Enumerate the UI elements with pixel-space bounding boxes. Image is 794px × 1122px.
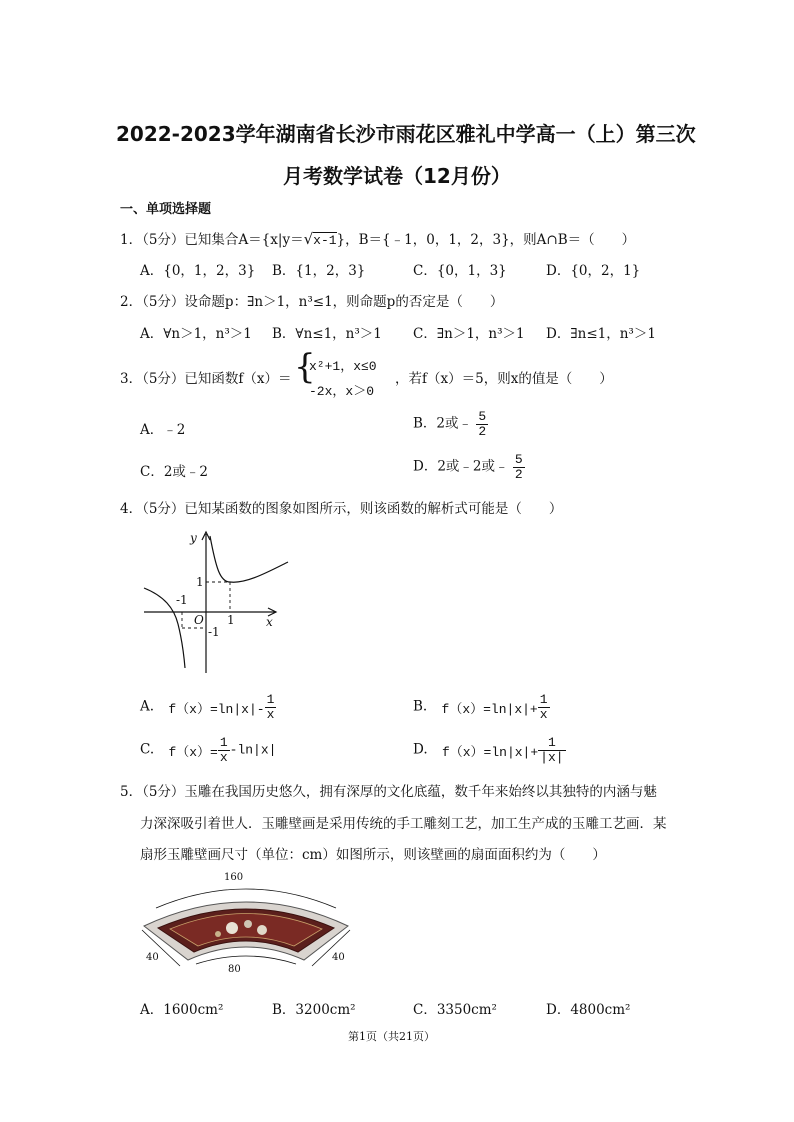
- q4-option-b: B. f（x）=ln|x|+ $\frac{1}{x}$: [413, 692, 548, 722]
- q2-option-a: A．∀n＞1，n³＞1: [140, 326, 252, 342]
- q4-option-c: C. f（x）= $\frac{1}{x}$ -ln|x|: [140, 735, 277, 765]
- piecewise-case-2: -2x，x＞0: [309, 384, 375, 399]
- q2-option-b: B．∀n≤1，n³＞1: [272, 326, 382, 342]
- q1-option-d: D．{0，2，1}: [546, 263, 641, 279]
- dim-label-left: 40: [146, 952, 159, 963]
- q3-option-c: C．2或﹣2: [140, 464, 209, 480]
- graph-label-neg1-y: -1: [208, 625, 220, 639]
- question-5-line-2: 力深深吸引着世人．玉雕壁画是采用传统的手工雕刻工艺，加工生产成的玉雕工艺画．某: [140, 816, 667, 832]
- q5-option-d: D．4800cm²: [546, 1002, 631, 1018]
- function-graph: [138, 528, 298, 678]
- graph-label-y: y: [190, 531, 197, 545]
- graph-label-one-y: 1: [196, 575, 204, 589]
- graph-label-origin: O: [194, 613, 204, 627]
- q2-option-d: D．∃n≤1，n³＞1: [546, 326, 656, 342]
- q3-option-d: D．2或﹣2或﹣ $\frac{5}{2}$: [413, 452, 523, 482]
- question-3-stem-a: 3．（5分）已知函数f（x）＝: [120, 371, 292, 387]
- q3-option-a: A．﹣2: [140, 422, 186, 438]
- q5-option-a: A．1600cm²: [140, 1002, 224, 1018]
- question-1-stem: 1．（5分）已知集合A＝{x|y＝√x-1}，B＝{﹣1，0，1，2，3}，则A∩B＝（ ）: [120, 230, 636, 248]
- question-2-stem: 2．（5分）设命题p：∃n＞1，n³≤1，则命题p的否定是（ ）: [120, 294, 504, 310]
- q1-option-c: C．{0，1，3}: [413, 263, 507, 279]
- dim-label-top: 160: [224, 872, 244, 883]
- dim-label-bottom: 80: [228, 964, 241, 975]
- q2-option-c: C．∃n＞1，n³＞1: [413, 326, 525, 342]
- q5-option-b: B．3200cm²: [272, 1002, 356, 1018]
- q3-option-b: B．2或﹣ $\frac{5}{2}$: [413, 409, 487, 439]
- q1-option-b: B．{1，2，3}: [272, 263, 366, 279]
- piecewise-brace: {: [294, 347, 316, 387]
- graph-label-x: x: [266, 615, 273, 629]
- q4-option-d: D. f（x）=ln|x|+ $\frac{1}{|x|}$: [413, 735, 564, 765]
- q1-option-a: A．{0，1，2，3}: [140, 263, 256, 279]
- dim-label-right: 40: [332, 952, 345, 963]
- piecewise-case-1: x²+1，x≤0: [309, 359, 377, 374]
- graph-label-one-x: 1: [227, 613, 235, 627]
- graph-label-neg1-x: -1: [176, 593, 188, 607]
- q4-option-a: A. f（x）=ln|x|- $\frac{1}{x}$: [140, 692, 275, 722]
- fan-painting-figure: [136, 868, 356, 976]
- curve-right: [210, 536, 288, 582]
- question-3-stem-b: ，若f（x）＝5，则x的值是（ ）: [395, 371, 613, 387]
- section-heading: 一、单项选择题: [120, 202, 212, 217]
- page-title-line2: 月考数学试卷（12月份）: [283, 164, 511, 188]
- page-title-line1: 2022-2023学年湖南省长沙市雨花区雅礼中学高一（上）第三次: [116, 122, 696, 146]
- q5-option-c: C．3350cm²: [413, 1002, 497, 1018]
- question-4-stem: 4．（5分）已知某函数的图象如图所示，则该函数的解析式可能是（ ）: [120, 501, 563, 517]
- page-footer: 第1页（共21页）: [348, 1030, 435, 1043]
- question-5-line-1: 5．（5分）玉雕在我国历史悠久，拥有深厚的文化底蕴，数千年来始终以其独特的内涵与魅: [120, 784, 657, 800]
- question-5-line-3: 扇形玉雕壁画尺寸（单位：cm）如图所示，则该壁画的扇面面积约为（ ）: [140, 847, 606, 863]
